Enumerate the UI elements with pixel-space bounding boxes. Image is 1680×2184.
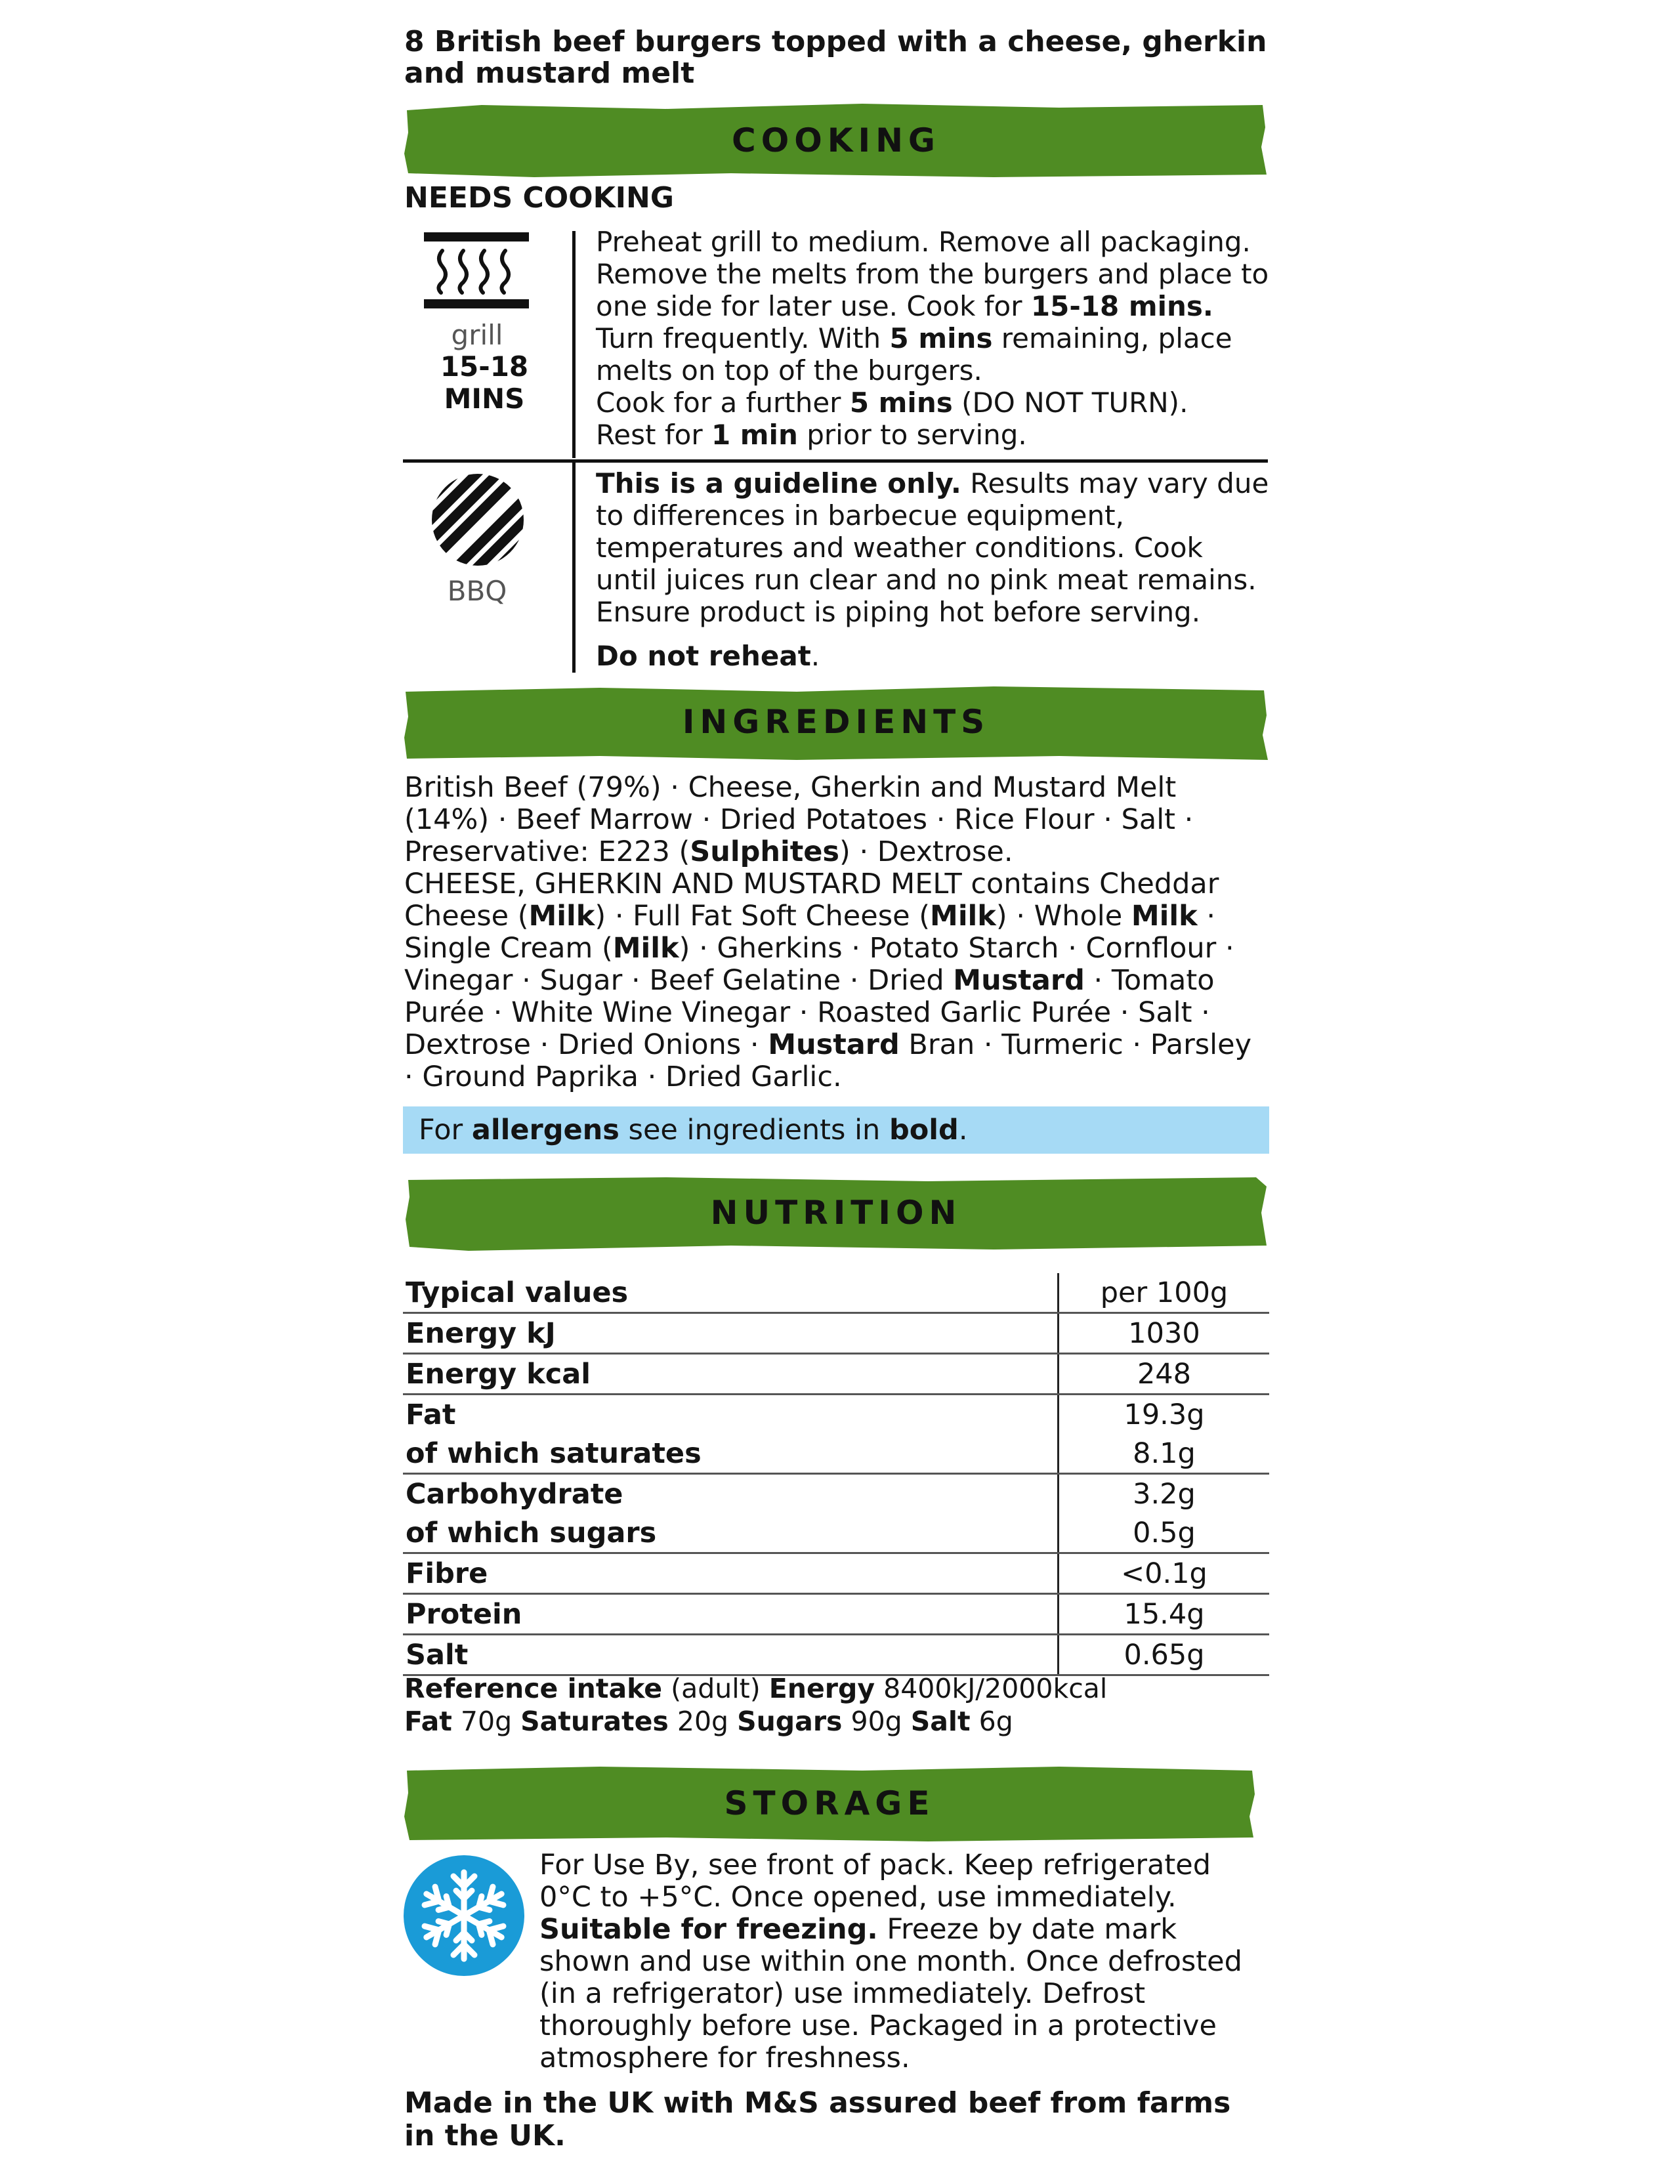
nutrient-name: of which sugars <box>403 1513 1059 1553</box>
table-row <box>403 1594 1269 1635</box>
storage-heading: STORAGE <box>724 1784 935 1822</box>
divider-vertical <box>572 231 576 458</box>
nutrient-value: 0.5g <box>1059 1513 1270 1553</box>
nutrient-name: Fat <box>406 1398 456 1431</box>
snowflake-icon <box>403 1855 525 1977</box>
divider-horizontal <box>403 459 1268 463</box>
ingredients-heading: INGREDIENTS <box>682 703 990 741</box>
bbq-label: BBQ <box>447 575 507 607</box>
reference-intake: Reference intake (adult) Energy 8400kJ/2000kcal Fat 70g Saturates 20g Sugars 90g Salt 6g <box>404 1673 1108 1737</box>
cooking-heading-band <box>403 101 1269 180</box>
nutrient-value: 19.3g <box>1059 1395 1270 1435</box>
table-row <box>403 1313 1269 1354</box>
product-description: 8 British beef burgers topped with a cheese, gherkin and mustard melt <box>404 25 1267 90</box>
grill-instructions: Preheat grill to medium. Remove all packaging. Remove the melts from the burgers and place to one side for later use. Cook for 15-18 mins. Turn frequently. With 5 mins remaining, place melts on top of the burgers. Cook for a further 5 mins (DO NOT TURN). Rest for 1 min prior to serving. <box>596 226 1269 451</box>
nutrient-name: Energy kJ <box>403 1313 1059 1354</box>
table-row <box>403 1553 1269 1594</box>
nutrient-value: 248 <box>1059 1354 1270 1395</box>
nutrition-header-row <box>403 1273 1269 1313</box>
grill-time: 15-18 MINS <box>440 350 529 415</box>
table-row <box>403 1635 1269 1675</box>
ingredients-text: British Beef (79%) · Cheese, Gherkin and Mustard Melt (14%) · Beef Marrow · Dried Potatoes · Rice Flour · Salt · Preservative: E223 (Sulphites) · Dextrose. CHEESE, GHERKIN AND MUSTARD MELT contains Cheddar Cheese (Milk) · Full Fat Soft Cheese (Milk) · Whole Milk · Single Cream (Milk) · Gherkins · Potato Starch · Cornflour · Vinegar · Sugar · Beef Gelatine · Dried Mustard · Tomato Purée · White Wine Vinegar · Roasted Garlic Purée · Salt · Dextrose · Dried Onions · Mustard Bran · Turmeric · Parsley · Ground Paprika · Dried Garlic. <box>404 771 1252 1093</box>
nutrient-value: 8.1g <box>1059 1434 1270 1474</box>
table-row <box>403 1354 1269 1395</box>
nutrient-name: Carbohydrate <box>406 1477 623 1511</box>
nutrient-name: Energy kcal <box>403 1354 1059 1395</box>
table-row <box>403 1474 1269 1514</box>
storage-heading-band <box>403 1764 1256 1843</box>
nutrient-value: 3.2g <box>1059 1474 1270 1514</box>
nutrient-value: <0.1g <box>1059 1553 1270 1594</box>
nutrient-name: of which saturates <box>403 1434 1059 1474</box>
cooking-heading: COOKING <box>732 121 940 159</box>
nutrient-value: 0.65g <box>1059 1635 1270 1675</box>
divider-vertical <box>572 463 576 673</box>
table-row <box>403 1434 1269 1474</box>
bbq-instructions: This is a guideline only. Results may vary due to differences in barbecue equipment, temperatures and weather conditions. Cook until juices run clear and no pink meat remains. Ensure product is piping hot before serving. Do not reheat. <box>596 467 1269 672</box>
nutrition-heading-band <box>403 1173 1269 1252</box>
allergen-notice: For allergens see ingredients in bold. <box>403 1106 1269 1154</box>
nutrient-value: 1030 <box>1059 1313 1270 1354</box>
nutrient-value: 15.4g <box>1059 1594 1270 1635</box>
table-row <box>403 1395 1269 1435</box>
origin-statement: Made in the UK with M&S assured beef from farms in the UK. <box>404 2086 1231 2152</box>
nutrition-header-label: Typical values <box>403 1273 1059 1313</box>
nutrient-name: Fibre <box>403 1553 1059 1594</box>
nutrient-name: Salt <box>403 1635 1059 1675</box>
grill-label: grill <box>451 319 503 351</box>
nutrition-heading: NUTRITION <box>710 1194 962 1232</box>
storage-text: For Use By, see front of pack. Keep refrigerated 0°C to +5°C. Once opened, use immediately. Suitable for freezing. Freeze by date mark shown and use within one month. Once defrosted (in a refrigerator) use immediately. Defrost thoroughly before use. Packaged in a protective atmosphere for freshness. <box>539 1849 1242 2074</box>
nutrition-table <box>403 1273 1269 1676</box>
nutrition-header-value: per 100g <box>1059 1273 1270 1313</box>
ingredients-heading-band <box>403 682 1269 761</box>
bbq-icon <box>430 472 525 567</box>
table-row <box>403 1513 1269 1553</box>
grill-icon <box>423 231 530 314</box>
needs-cooking-label: NEEDS COOKING <box>404 181 674 215</box>
nutrient-name: Protein <box>403 1594 1059 1635</box>
